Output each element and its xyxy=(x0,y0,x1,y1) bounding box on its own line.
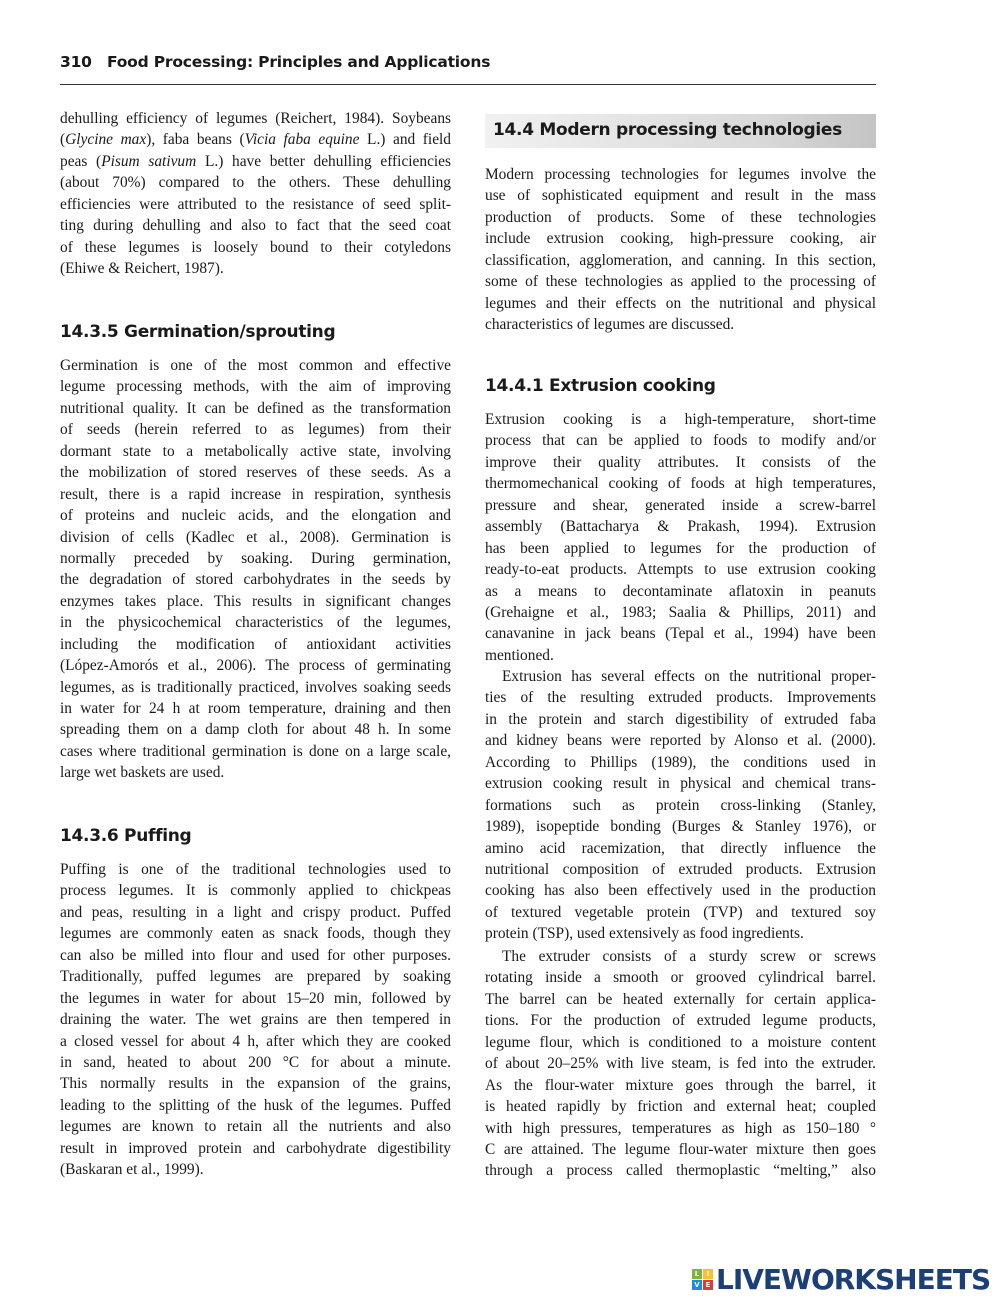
text-line: can also be milled into flour and used for other purposes. xyxy=(60,946,451,964)
text-line: as a means to decontaminate aflatoxin in peanuts xyxy=(485,582,876,600)
text-line: division of cells (Kadlec et al., 2008). Germination is xyxy=(60,528,451,546)
text-line: (Baskaran et al., 1999). xyxy=(60,1161,204,1179)
text-line: enzymes takes place. This results in significant changes xyxy=(60,592,451,610)
text-line: of about 20–25% with live steam, is fed into the extruder. xyxy=(485,1055,876,1073)
text-line: Puffing is one of the traditional technologies used to xyxy=(60,861,451,878)
text-line: the mobilization of stored reserves of these seeds. As a xyxy=(60,464,451,482)
text-line: cooking has also been effectively used in the production xyxy=(485,882,876,900)
text-line: efficiencies were attributed to the resistance of seed split- xyxy=(60,195,451,213)
text-segment: peas ( xyxy=(60,152,102,170)
text-line: through a process called thermoplastic “melting,” also xyxy=(485,1162,876,1180)
text-line: The barrel can be heated externally for certain applica- xyxy=(485,990,876,1008)
text-line: formations such as protein cross-linking (Stanley, xyxy=(485,796,876,814)
heading-puffing: 14.3.6 Puffing xyxy=(60,826,192,846)
section-heading-box xyxy=(485,114,876,148)
text-segment: L.) and field xyxy=(359,131,451,149)
liveworksheets-logo xyxy=(692,1263,990,1296)
text-line: is heated rapidly by friction and external heat; coupled xyxy=(485,1098,876,1116)
heading-modern-processing: 14.4 Modern processing technologies xyxy=(493,120,842,140)
text-line: and peas, resulting in a light and crispy product. Puffed xyxy=(60,903,451,921)
book-title: Food Processing: Principles and Applications xyxy=(106,53,491,71)
paragraph-extrusion-1 xyxy=(485,409,876,666)
text-line: thermomechanical cooking of foods at high temperatures, xyxy=(485,475,876,493)
text-line: the legumes in water for about 15–20 min, followed by xyxy=(60,989,451,1007)
text-line: (López-Amorós et al., 2006). The process of germinating xyxy=(60,657,451,675)
text-line: C are attained. The legume flour-water mixture then goes xyxy=(485,1140,876,1158)
text-line: ties of the resulting extruded products. Improvements xyxy=(485,689,876,707)
text-segment: ), faba beans ( xyxy=(146,131,245,149)
text-line: of proteins and nucleic acids, and the elongation and xyxy=(60,507,451,525)
text-line: protein (TSP), used extensively as food ingredients. xyxy=(485,925,804,943)
text-line: amino acid racemization, that directly influence the xyxy=(485,839,876,857)
text-line: nutritional composition of extruded products. Extrusion xyxy=(485,860,876,878)
paragraph-dehulling xyxy=(60,108,451,280)
text-line: canavanine in jack beans (Tepal et al., 1994) have been xyxy=(485,625,876,643)
text-line: has been applied to legumes for the production of xyxy=(485,539,876,557)
text-line: (about 70%) compared to the others. These dehulling xyxy=(60,174,451,192)
text-line: improve their quality attributes. It consists of the xyxy=(485,453,876,471)
text-segment: ( xyxy=(60,131,66,149)
text-line: including the modification of antioxidant activities xyxy=(60,635,451,653)
text-line xyxy=(60,129,451,150)
paragraph-germination xyxy=(60,355,451,784)
logo-tiles-icon: L I V E xyxy=(692,1269,713,1290)
text-line: Traditionally, puffed legumes are prepared by soaking xyxy=(60,968,451,986)
heading-extrusion: 14.4.1 Extrusion cooking xyxy=(485,376,716,396)
text-line: rotating inside a smooth or grooved cylindrical barrel. xyxy=(485,969,876,987)
text-line: the degradation of stored carbohydrates in the seeds by xyxy=(60,571,451,589)
page-number: 310 xyxy=(60,53,92,71)
italic-term: Glycine max xyxy=(65,131,147,149)
text-line: tions. For the production of extruded legume products, xyxy=(485,1012,876,1030)
text-line: production of products. Some of these technologies xyxy=(485,208,876,226)
text-line: in the protein and starch digestibility of extruded faba xyxy=(485,710,876,728)
text-segment: L.) have better dehulling efficiencies xyxy=(196,152,452,170)
text-line: legume flour, which is conditioned to a moisture content xyxy=(485,1033,876,1051)
text-line: legumes and their effects on the nutritional and physical xyxy=(485,294,876,312)
text-line: of textured vegetable protein (TVP) and textured soy xyxy=(485,903,876,921)
text-line: in sand, heated to about 200 °C for about a minute. xyxy=(60,1053,451,1071)
text-line: a closed vessel for about 4 h, after which they are cooked xyxy=(60,1032,451,1050)
text-line: normally preceded by soaking. During germination, xyxy=(60,549,451,567)
text-line: dehulling efficiency of legumes (Reichert, 1984). Soybeans xyxy=(60,110,451,127)
text-line: 1989), isopeptide bonding (Burges & Stanley 1976), or xyxy=(485,818,876,836)
text-line: pressure and shear, generated inside a screw-barrel xyxy=(485,496,876,514)
text-line: legume processing methods, with the aim of improving xyxy=(60,378,451,396)
running-header xyxy=(60,53,490,71)
text-line: leading to the splitting of the husk of the legumes. Puffed xyxy=(60,1096,451,1114)
text-line: large wet baskets are used. xyxy=(60,764,225,782)
italic-term: Vicia faba equine xyxy=(244,131,360,149)
text-line: (Grehaigne et al., 1983; Saalia & Phillips, 2011) and xyxy=(485,603,876,621)
text-line: This normally results in the expansion of the grains, xyxy=(60,1075,451,1093)
text-line: in water for 24 h at room temperature, draining and then xyxy=(60,700,451,717)
text-line: assembly (Battacharya & Prakash, 1994). Extrusion xyxy=(485,518,876,536)
text-line: legumes, as is traditionally practiced, involves soaking seeds xyxy=(60,678,451,696)
text-line: As the flour-water mixture goes through the barrel, it xyxy=(485,1076,876,1094)
text-line: process legumes. It is commonly applied to chickpeas xyxy=(60,882,451,900)
paragraph-extrusion-2 xyxy=(485,666,876,945)
logo-text: LIVEWORKSHEETS xyxy=(716,1263,991,1296)
text-line: spreading them on a damp cloth for about 48 h. In some xyxy=(60,721,451,739)
text-line: Modern processing technologies for legumes involve the xyxy=(485,166,876,183)
text-line: mentioned. xyxy=(485,646,554,664)
text-line: process that can be applied to foods to modify and/or xyxy=(485,432,876,450)
text-line: some of these technologies as applied to the processing of xyxy=(485,273,876,291)
header-rule xyxy=(60,84,876,85)
text-line: include extrusion cooking, high-pressure cooking, air xyxy=(485,230,876,248)
text-line: ting during dehulling and also to fact that the seed coat xyxy=(60,217,451,235)
text-line: nutritional quality. It can be defined as the transformation xyxy=(60,399,451,417)
italic-term: Pisum sativum xyxy=(101,152,197,170)
text-line: with high pressures, temperatures as high as 150–180 ° xyxy=(485,1119,876,1137)
text-line: The extruder consists of a sturdy screw or screws xyxy=(502,948,876,965)
text-line: Extrusion has several effects on the nutritional proper- xyxy=(502,668,876,685)
text-line: classification, agglomeration, and canning. In this section, xyxy=(485,251,876,269)
text-line: (Ehiwe & Reichert, 1987). xyxy=(60,260,224,278)
text-line: legumes are commonly eaten as snack foods, though they xyxy=(60,925,451,943)
text-line: of these legumes is loosely bound to their cotyledons xyxy=(60,238,451,256)
text-line: According to Phillips (1989), the conditions used in xyxy=(485,753,876,771)
text-line: in the physicochemical characteristics of the legumes, xyxy=(60,614,451,632)
text-line: and kidney beans were reported by Alonso et al. (2000). xyxy=(485,732,876,750)
text-line: dormant state to a metabolically active state, involving xyxy=(60,442,451,460)
text-line: result in improved protein and carbohydrate digestibility xyxy=(60,1139,451,1157)
text-line: Extrusion cooking is a high-temperature, short-time xyxy=(485,411,876,428)
text-line: characteristics of legumes are discussed. xyxy=(485,316,735,334)
text-line: legumes are known to retain all the nutrients and also xyxy=(60,1118,451,1136)
paragraph-modern xyxy=(485,164,876,336)
text-line xyxy=(60,151,451,172)
text-line: extrusion cooking result in physical and chemical trans- xyxy=(485,775,876,793)
text-line: result, there is a rapid increase in respiration, synthesis xyxy=(60,485,451,503)
text-line: cases where traditional germination is done on a large scale, xyxy=(60,742,451,760)
heading-germination: 14.3.5 Germination/sprouting xyxy=(60,322,336,342)
text-line: Germination is one of the most common and effective xyxy=(60,357,451,374)
paragraph-puffing xyxy=(60,859,451,1181)
text-line: use of sophisticated equipment and result in the mass xyxy=(485,187,876,205)
paragraph-extrusion-3 xyxy=(485,946,876,1182)
text-line: ready-to-eat products. Attempts to use extrusion cooking xyxy=(485,561,876,579)
text-line: draining the water. The wet grains are then tempered in xyxy=(60,1011,451,1029)
text-line: of seeds (herein referred to as legumes) from their xyxy=(60,421,451,439)
